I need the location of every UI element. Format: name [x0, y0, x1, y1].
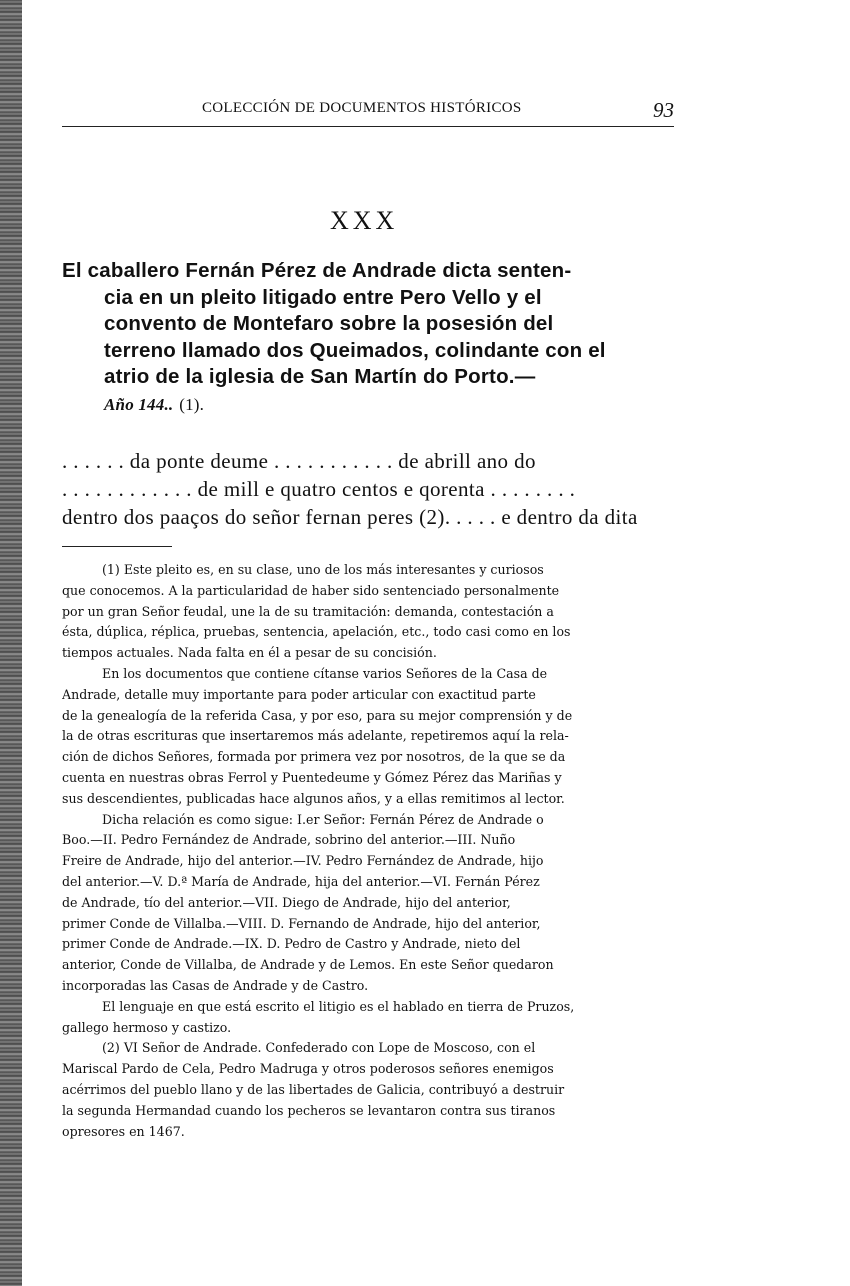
footnote-line: de Andrade, tío del anterior.—VII. Diego de Andrade, hijo del anterior,	[62, 894, 511, 910]
footnote-line: opresores en 1467.	[62, 1123, 185, 1139]
footnote-line: del anterior.—V. D.ª María de Andrade, hija del anterior.—VI. Fernán Pérez	[62, 873, 540, 889]
footnote-line: primer Conde de Villalba.—VIII. D. Fernando de Andrade, hijo del anterior,	[62, 915, 541, 931]
footnote-line: de la genealogía de la referida Casa, y por eso, para su mejor comprensión y de	[62, 707, 573, 723]
footnote-line: anterior, Conde de Villalba, de Andrade y de Lemos. En este Señor quedaron	[62, 957, 554, 973]
footnote-line: Dicha relación es como sigue: I.er Señor: Fernán Pérez de Andrade o	[102, 811, 544, 827]
footnote-line: Freire de Andrade, hijo del anterior.—IV. Pedro Fernández de Andrade, hijo	[62, 853, 544, 869]
section-number: XXX	[330, 206, 399, 235]
title-line: El caballero Fernán Pérez de Andrade dicta senten-	[62, 259, 572, 282]
footnote-line: acérrimos del pueblo llano y de las libertades de Galicia, contribuyó a destruir	[62, 1081, 565, 1097]
footnote-line: sus descendientes, publicadas hace algunos años, y a ellas remitimos al lector.	[62, 790, 565, 806]
footnote-line: tiempos actuales. Nada falta en él a pesar de su concisión.	[62, 645, 437, 661]
footnote-line: primer Conde de Andrade.—IX. D. Pedro de Castro y Andrade, nieto del	[62, 936, 521, 952]
footnote-line: por un gran Señor feudal, une la de su tramitación: demanda, contestación a	[62, 603, 554, 619]
transcription-line: . . . . . . . . . . . . de mill e quatro centos e qorenta . . . . . . . .	[62, 477, 576, 501]
footnote-line: gallego hermoso y castizo.	[62, 1019, 232, 1035]
document-title	[62, 258, 680, 418]
footnote-line: En los documentos que contiene cítanse varios Señores de la Casa de	[102, 665, 548, 681]
running-header	[62, 100, 674, 127]
footnote-reference: (1).	[179, 394, 205, 414]
footnote-line: El lenguaje en que está escrito el litigio es el hablado en tierra de Pruzos,	[102, 998, 575, 1014]
footnote-line: ésta, dúplica, réplica, pruebas, sentencia, apelación, etc., todo casi como en los	[62, 624, 571, 640]
title-line: convento de Montefaro sobre la posesión del	[104, 312, 554, 335]
running-title: COLECCIÓN DE DOCUMENTOS HISTÓRICOS	[202, 100, 522, 116]
footnote-separator	[62, 546, 172, 547]
footnote-line: la segunda Hermandad cuando los pecheros se levantaron contra sus tiranos	[62, 1102, 556, 1118]
footnote-line: incorporadas las Casas de Andrade y de Castro.	[62, 977, 369, 993]
title-year: Año 144..	[104, 394, 174, 414]
title-line: cia en un pleito litigado entre Pero Vello y el	[104, 285, 542, 309]
page-number: 93	[653, 98, 674, 122]
footnote-line: ción de dichos Señores, formada por primera vez por nosotros, de la que se da	[62, 749, 566, 765]
footnote-line: Boo.—II. Pedro Fernández de Andrade, sobrino del anterior.—III. Nuño	[62, 832, 516, 848]
footnote-line: (1) Este pleito es, en su clase, uno de los más interesantes y curiosos	[102, 562, 544, 577]
footnote-line: cuenta en nuestras obras Ferrol y Puentedeume y Gómez Pérez das Mariñas y	[62, 769, 562, 785]
title-line: atrio de la iglesia de San Martín do Porto.—	[104, 365, 536, 388]
title-line: terreno llamado dos Queimados, colindante con el	[104, 338, 606, 362]
document-transcription	[62, 447, 680, 531]
transcription-line: . . . . . . da ponte deume . . . . . . . . . . . de abrill ano do	[62, 449, 536, 473]
book-binding-edge	[0, 0, 22, 1286]
footnote-line: Mariscal Pardo de Cela, Pedro Madruga y otros poderosos señores enemigos	[62, 1061, 554, 1077]
footnote-line: (2) VI Señor de Andrade. Confederado con Lope de Moscoso, con el	[102, 1040, 536, 1056]
title-year-line	[62, 391, 680, 419]
footnotes	[62, 560, 682, 1142]
transcription-line: dentro dos paaços do señor fernan peres (2). . . . . e dentro da dita	[62, 505, 638, 529]
footnote-line: que conocemos. A la particularidad de haber sido sentenciado personalmente	[62, 582, 560, 598]
footnote-line: Andrade, detalle muy importante para poder articular con exactitud parte	[62, 686, 536, 702]
footnote-line: la de otras escrituras que insertaremos más adelante, repetiremos aquí la rela-	[62, 728, 569, 744]
